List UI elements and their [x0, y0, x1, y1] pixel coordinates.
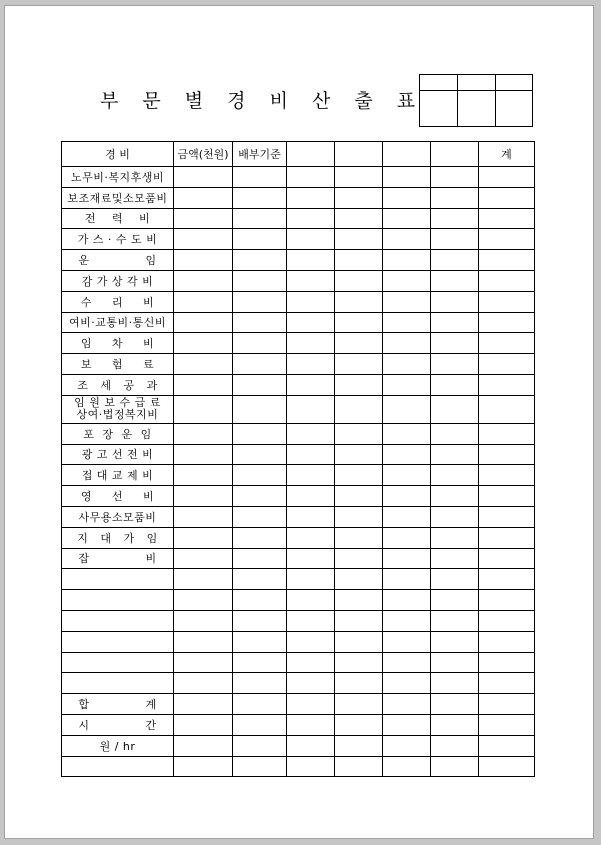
value-cell[interactable]: [174, 694, 233, 715]
value-cell[interactable]: [287, 714, 335, 735]
value-cell[interactable]: [383, 527, 431, 548]
value-cell[interactable]: [174, 229, 233, 250]
value-cell[interactable]: [233, 333, 287, 354]
value-cell[interactable]: [174, 250, 233, 271]
table-row: [62, 486, 535, 507]
value-cell[interactable]: [174, 506, 233, 527]
value-cell[interactable]: [233, 631, 287, 652]
value-cell[interactable]: [287, 569, 335, 590]
expense-item-label: 원 / hr: [62, 735, 174, 756]
value-cell[interactable]: [174, 631, 233, 652]
table-row: [62, 167, 535, 188]
value-cell[interactable]: [431, 444, 479, 465]
column-header: [287, 142, 335, 167]
value-cell[interactable]: [335, 187, 383, 208]
value-cell[interactable]: [383, 312, 431, 333]
value-cell[interactable]: [335, 694, 383, 715]
value-cell[interactable]: [479, 291, 535, 312]
table-header-row: [62, 142, 535, 167]
table-row: [62, 756, 535, 777]
value-cell[interactable]: [479, 714, 535, 735]
value-cell[interactable]: [174, 167, 233, 188]
value-cell[interactable]: [383, 167, 431, 188]
value-cell[interactable]: [233, 167, 287, 188]
expense-item-label: 조 세 공 과: [62, 374, 174, 395]
value-cell[interactable]: [383, 229, 431, 250]
value-cell[interactable]: [383, 354, 431, 375]
table-row: [62, 548, 535, 569]
value-cell[interactable]: [174, 548, 233, 569]
table-row: [62, 631, 535, 652]
expense-item-label: [62, 631, 174, 652]
value-cell[interactable]: [431, 395, 479, 423]
value-cell[interactable]: [383, 610, 431, 631]
value-cell[interactable]: [287, 270, 335, 291]
value-cell[interactable]: [174, 423, 233, 444]
value-cell[interactable]: [383, 652, 431, 673]
expense-item-label: 가 스 · 수 도 비: [62, 229, 174, 250]
value-cell[interactable]: [287, 423, 335, 444]
value-cell[interactable]: [479, 465, 535, 486]
value-cell[interactable]: [233, 652, 287, 673]
value-cell[interactable]: [287, 333, 335, 354]
value-cell[interactable]: [479, 354, 535, 375]
column-header: [335, 142, 383, 167]
value-cell[interactable]: [335, 423, 383, 444]
value-cell[interactable]: [233, 395, 287, 423]
value-cell[interactable]: [479, 395, 535, 423]
value-cell[interactable]: [383, 187, 431, 208]
expense-item-label: 지 대 가 임: [62, 527, 174, 548]
expense-item-label: 잡 비: [62, 548, 174, 569]
expense-item-label: 여비·교통비·통신비: [62, 312, 174, 333]
value-cell[interactable]: [479, 250, 535, 271]
value-cell[interactable]: [431, 756, 479, 777]
value-cell[interactable]: [287, 444, 335, 465]
column-header: 계: [479, 142, 535, 167]
approval-sign-cell: [420, 91, 458, 127]
table-row: [62, 527, 535, 548]
value-cell[interactable]: [383, 756, 431, 777]
value-cell[interactable]: [383, 291, 431, 312]
value-cell[interactable]: [383, 714, 431, 735]
value-cell[interactable]: [431, 506, 479, 527]
value-cell[interactable]: [335, 610, 383, 631]
expense-item-label: 수 리 비: [62, 291, 174, 312]
value-cell[interactable]: [287, 167, 335, 188]
value-cell[interactable]: [233, 250, 287, 271]
value-cell[interactable]: [233, 423, 287, 444]
expense-item-label: 영 선 비: [62, 486, 174, 507]
expense-item-label: 시 간: [62, 714, 174, 735]
value-cell[interactable]: [287, 208, 335, 229]
value-cell[interactable]: [479, 590, 535, 611]
expense-item-label: 임 원 보 수 급 료 상여·법정복지비: [62, 395, 174, 423]
value-cell[interactable]: [431, 354, 479, 375]
value-cell[interactable]: [335, 444, 383, 465]
table-row: [62, 590, 535, 611]
value-cell[interactable]: [233, 465, 287, 486]
value-cell[interactable]: [479, 312, 535, 333]
value-cell[interactable]: [174, 187, 233, 208]
expense-item-label: 합 계: [62, 694, 174, 715]
value-cell[interactable]: [287, 694, 335, 715]
value-cell[interactable]: [287, 250, 335, 271]
value-cell[interactable]: [174, 208, 233, 229]
value-cell[interactable]: [479, 735, 535, 756]
value-cell[interactable]: [431, 486, 479, 507]
value-cell[interactable]: [233, 506, 287, 527]
table-row: [62, 374, 535, 395]
expense-item-label: [62, 756, 174, 777]
value-cell[interactable]: [383, 423, 431, 444]
value-cell[interactable]: [479, 548, 535, 569]
value-cell[interactable]: [174, 590, 233, 611]
expense-item-label: 사무용소모품비: [62, 506, 174, 527]
table-row: [62, 735, 535, 756]
expense-item-label: 접 대 교 제 비: [62, 465, 174, 486]
value-cell[interactable]: [479, 167, 535, 188]
approval-sign-cell: [496, 91, 533, 127]
column-header: [383, 142, 431, 167]
value-cell[interactable]: [383, 590, 431, 611]
value-cell[interactable]: [233, 187, 287, 208]
expense-item-label: [62, 610, 174, 631]
table-row: [62, 312, 535, 333]
value-cell[interactable]: [335, 569, 383, 590]
table-row: [62, 270, 535, 291]
value-cell[interactable]: [479, 486, 535, 507]
value-cell[interactable]: [335, 208, 383, 229]
table-row: [62, 673, 535, 694]
table-row: [62, 187, 535, 208]
value-cell[interactable]: [335, 631, 383, 652]
approval-header-cell: [496, 75, 533, 91]
value-cell[interactable]: [233, 548, 287, 569]
value-cell[interactable]: [383, 486, 431, 507]
value-cell[interactable]: [174, 569, 233, 590]
value-cell[interactable]: [335, 395, 383, 423]
value-cell[interactable]: [233, 714, 287, 735]
value-cell[interactable]: [431, 569, 479, 590]
value-cell[interactable]: [431, 270, 479, 291]
value-cell[interactable]: [383, 569, 431, 590]
table-row: [62, 333, 535, 354]
value-cell[interactable]: [479, 631, 535, 652]
value-cell[interactable]: [287, 291, 335, 312]
value-cell[interactable]: [233, 735, 287, 756]
table-row: [62, 229, 535, 250]
value-cell[interactable]: [174, 395, 233, 423]
expense-item-label: [62, 673, 174, 694]
table-row: [62, 208, 535, 229]
value-cell[interactable]: [431, 652, 479, 673]
approval-sign-cell: [458, 91, 496, 127]
value-cell[interactable]: [287, 229, 335, 250]
value-cell[interactable]: [431, 694, 479, 715]
value-cell[interactable]: [431, 548, 479, 569]
value-cell[interactable]: [233, 486, 287, 507]
value-cell[interactable]: [287, 312, 335, 333]
value-cell[interactable]: [479, 506, 535, 527]
value-cell[interactable]: [431, 208, 479, 229]
value-cell[interactable]: [383, 333, 431, 354]
column-header: [431, 142, 479, 167]
value-cell[interactable]: [479, 694, 535, 715]
value-cell[interactable]: [287, 395, 335, 423]
expense-item-label: 운 임: [62, 250, 174, 271]
value-cell[interactable]: [174, 652, 233, 673]
value-cell[interactable]: [479, 527, 535, 548]
table-row: [62, 694, 535, 715]
value-cell[interactable]: [383, 395, 431, 423]
value-cell[interactable]: [431, 312, 479, 333]
value-cell[interactable]: [174, 673, 233, 694]
value-cell[interactable]: [335, 374, 383, 395]
value-cell[interactable]: [383, 548, 431, 569]
value-cell[interactable]: [335, 270, 383, 291]
value-cell[interactable]: [431, 291, 479, 312]
document-title: 부 문 별 경 비 산 출 표: [100, 90, 425, 112]
value-cell[interactable]: [431, 673, 479, 694]
value-cell[interactable]: [233, 590, 287, 611]
value-cell[interactable]: [233, 673, 287, 694]
value-cell[interactable]: [335, 714, 383, 735]
value-cell[interactable]: [383, 506, 431, 527]
value-cell[interactable]: [431, 187, 479, 208]
value-cell[interactable]: [174, 486, 233, 507]
value-cell[interactable]: [287, 465, 335, 486]
value-cell[interactable]: [383, 465, 431, 486]
value-cell[interactable]: [174, 270, 233, 291]
expense-item-label: 전 력 비: [62, 208, 174, 229]
value-cell[interactable]: [174, 756, 233, 777]
value-cell[interactable]: [431, 714, 479, 735]
value-cell[interactable]: [287, 735, 335, 756]
expense-item-label: 임 차 비: [62, 333, 174, 354]
value-cell[interactable]: [479, 208, 535, 229]
value-cell[interactable]: [174, 714, 233, 735]
value-cell[interactable]: [335, 527, 383, 548]
value-cell[interactable]: [383, 270, 431, 291]
value-cell[interactable]: [287, 756, 335, 777]
value-cell[interactable]: [233, 569, 287, 590]
value-cell[interactable]: [174, 610, 233, 631]
expense-item-label: 감 가 상 각 비: [62, 270, 174, 291]
value-cell[interactable]: [383, 250, 431, 271]
table-row: [62, 506, 535, 527]
value-cell[interactable]: [383, 631, 431, 652]
table-row: [62, 569, 535, 590]
value-cell[interactable]: [287, 486, 335, 507]
value-cell[interactable]: [479, 229, 535, 250]
value-cell[interactable]: [431, 250, 479, 271]
table-row: [62, 610, 535, 631]
value-cell[interactable]: [383, 673, 431, 694]
value-cell[interactable]: [335, 735, 383, 756]
value-cell[interactable]: [431, 610, 479, 631]
expense-item-label: [62, 569, 174, 590]
expense-item-label: [62, 652, 174, 673]
value-cell[interactable]: [479, 610, 535, 631]
column-header: 금액(천원): [174, 142, 233, 167]
value-cell[interactable]: [383, 374, 431, 395]
value-cell[interactable]: [479, 444, 535, 465]
value-cell[interactable]: [383, 208, 431, 229]
value-cell[interactable]: [335, 756, 383, 777]
value-cell[interactable]: [287, 631, 335, 652]
value-cell[interactable]: [383, 735, 431, 756]
table-row: [62, 652, 535, 673]
column-header: 경 비: [62, 142, 174, 167]
value-cell[interactable]: [174, 333, 233, 354]
value-cell[interactable]: [479, 374, 535, 395]
value-cell[interactable]: [335, 354, 383, 375]
expense-table: [61, 141, 535, 777]
value-cell[interactable]: [174, 444, 233, 465]
table-row: [62, 423, 535, 444]
approval-stamp-box: [419, 74, 533, 127]
value-cell[interactable]: [431, 167, 479, 188]
value-cell[interactable]: [287, 354, 335, 375]
value-cell[interactable]: [335, 312, 383, 333]
value-cell[interactable]: [479, 423, 535, 444]
value-cell[interactable]: [479, 333, 535, 354]
value-cell[interactable]: [479, 270, 535, 291]
value-cell[interactable]: [431, 229, 479, 250]
value-cell[interactable]: [174, 465, 233, 486]
value-cell[interactable]: [335, 673, 383, 694]
value-cell[interactable]: [287, 673, 335, 694]
table-row: [62, 291, 535, 312]
value-cell[interactable]: [174, 354, 233, 375]
value-cell[interactable]: [431, 631, 479, 652]
value-cell[interactable]: [431, 590, 479, 611]
value-cell[interactable]: [287, 590, 335, 611]
column-header: 배부기준: [233, 142, 287, 167]
value-cell[interactable]: [479, 673, 535, 694]
value-cell[interactable]: [479, 569, 535, 590]
value-cell[interactable]: [431, 333, 479, 354]
value-cell[interactable]: [233, 374, 287, 395]
value-cell[interactable]: [233, 444, 287, 465]
approval-header-cell: [420, 75, 458, 91]
expense-item-label: [62, 590, 174, 611]
value-cell[interactable]: [233, 527, 287, 548]
value-cell[interactable]: [335, 291, 383, 312]
table-row: [62, 444, 535, 465]
table-row: [62, 465, 535, 486]
value-cell[interactable]: [174, 735, 233, 756]
table-row: [62, 250, 535, 271]
table-row: [62, 354, 535, 375]
value-cell[interactable]: [174, 312, 233, 333]
value-cell[interactable]: [233, 312, 287, 333]
value-cell[interactable]: [335, 465, 383, 486]
value-cell[interactable]: [479, 652, 535, 673]
value-cell[interactable]: [287, 548, 335, 569]
value-cell[interactable]: [479, 756, 535, 777]
value-cell[interactable]: [233, 270, 287, 291]
value-cell[interactable]: [335, 250, 383, 271]
expense-item-label: 보조재료및소모품비: [62, 187, 174, 208]
value-cell[interactable]: [431, 735, 479, 756]
value-cell[interactable]: [233, 354, 287, 375]
value-cell[interactable]: [335, 229, 383, 250]
value-cell[interactable]: [174, 374, 233, 395]
value-cell[interactable]: [335, 548, 383, 569]
table-row: [62, 395, 535, 423]
value-cell[interactable]: [233, 291, 287, 312]
expense-item-label: 광 고 선 전 비: [62, 444, 174, 465]
value-cell[interactable]: [287, 187, 335, 208]
value-cell[interactable]: [431, 423, 479, 444]
value-cell[interactable]: [233, 694, 287, 715]
value-cell[interactable]: [431, 527, 479, 548]
value-cell[interactable]: [233, 610, 287, 631]
value-cell[interactable]: [287, 527, 335, 548]
value-cell[interactable]: [335, 506, 383, 527]
expense-item-label: 노무비·복지후생비: [62, 167, 174, 188]
value-cell[interactable]: [335, 486, 383, 507]
value-cell[interactable]: [233, 756, 287, 777]
value-cell[interactable]: [335, 167, 383, 188]
value-cell[interactable]: [287, 374, 335, 395]
approval-header-cell: [458, 75, 496, 91]
value-cell[interactable]: [383, 694, 431, 715]
table-row: [62, 714, 535, 735]
value-cell[interactable]: [431, 465, 479, 486]
value-cell[interactable]: [335, 590, 383, 611]
value-cell[interactable]: [287, 652, 335, 673]
value-cell[interactable]: [335, 333, 383, 354]
value-cell[interactable]: [174, 527, 233, 548]
value-cell[interactable]: [287, 506, 335, 527]
expense-item-label: 포 장 운 임: [62, 423, 174, 444]
value-cell[interactable]: [431, 374, 479, 395]
expense-item-label: 보 험 료: [62, 354, 174, 375]
value-cell[interactable]: [479, 187, 535, 208]
value-cell[interactable]: [174, 291, 233, 312]
value-cell[interactable]: [335, 652, 383, 673]
value-cell[interactable]: [287, 610, 335, 631]
value-cell[interactable]: [383, 444, 431, 465]
value-cell[interactable]: [233, 208, 287, 229]
value-cell[interactable]: [233, 229, 287, 250]
